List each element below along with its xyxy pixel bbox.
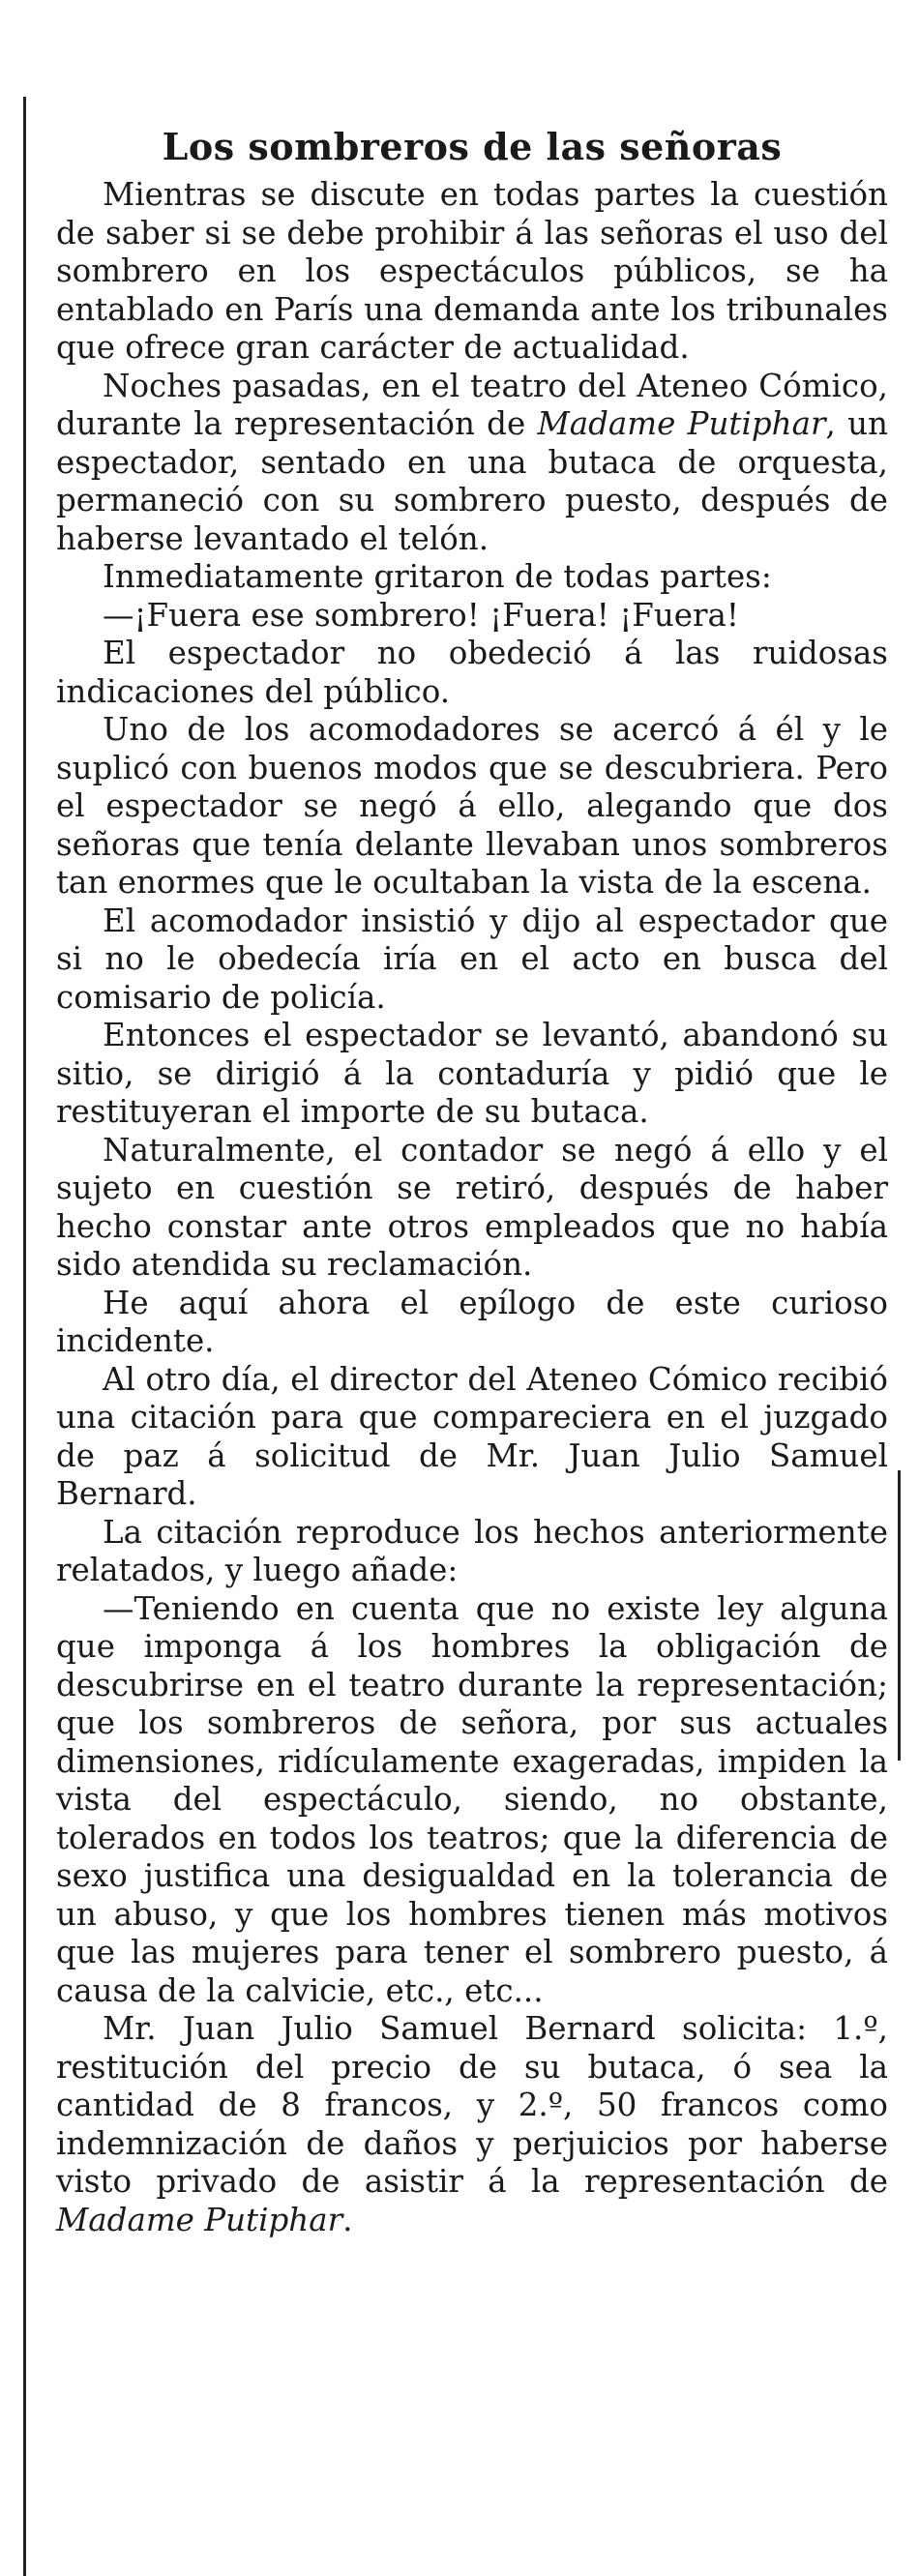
article-paragraph: La citación reproduce los hechos anteriormente relatados, y luego añade: (56, 1513, 888, 1588)
article-paragraph: Mr. Juan Julio Samuel Bernard solicita: 1.º, restitución del precio de su butaca, ó sea la cantidad de 8 francos, y 2.º, 50 francos como indemnización de daños y perjuicios por haberse visto privado de asistir á la representación de Madame Putiphar. (56, 2010, 888, 2238)
play-title: Madame Putiphar (56, 2201, 343, 2238)
article-paragraph: Al otro día, el director del Ateneo Cómico recibió una citación para que compareciera en el juzgado de paz á solicitud de Mr. Juan Julio Samuel Bernard. (56, 1360, 888, 1512)
article-paragraph: Mientras se discute en todas partes la cuestión de saber si se debe prohibir á las señoras el uso del sombrero en los espectáculos públicos, se ha entablado en París una demanda ante los tribunales que ofrece gran carácter de actualidad. (56, 176, 888, 366)
column-rule-right (898, 1470, 901, 1761)
article-paragraph: El acomodador insistió y dijo al espectador que si no le obedecía iría en el acto en busca del comisario de policía. (56, 902, 888, 1016)
article-title: Los sombreros de las señoras (162, 125, 783, 168)
article-paragraph: He aquí ahora el epílogo de este curioso incidente. (56, 1284, 888, 1359)
article-paragraph: Naturalmente, el contador se negó á ello y el sujeto en cuestión se retiró, después de haber hecho constar ante otros empleados que no había sido atendida su reclamación. (56, 1131, 888, 1283)
article-paragraph: Uno de los acomodadores se acercó á él y le suplicó con buenos modos que se descubriera. Pero el espectador se negó á ello, alegando que dos señoras que tenía delante llevaban unos sombreros tan enormes que le ocultaban la vista de la escena. (56, 711, 888, 901)
article-paragraph: El espectador no obedeció á las ruidosas indicaciones del público. (56, 635, 888, 710)
article-paragraph: —Teniendo en cuenta que no existe ley alguna que imponga á los hombres la obligación de descubrirse en el teatro durante la representación; que los sombreros de señora, por sus actuales dimensiones, ridículamente exageradas, impiden la vista del espectáculo, siendo, no obstante, tolerados en todos los teatros; que la diferencia de sexo justifica una desigualdad en la tolerancia de un abuso, y que los hombres tienen más motivos que las mujeres para tener el sombrero puesto, á causa de la calvicie, etc., etc... (56, 1589, 888, 2009)
column-rule-left (23, 97, 26, 2576)
article-paragraph: Entonces el espectador se levantó, abandonó su sitio, se dirigió á la contaduría y pidió que le restituyeran el importe de su butaca. (56, 1017, 888, 1130)
article-column (56, 124, 888, 2239)
article-paragraph: —¡Fuera ese sombrero! ¡Fuera! ¡Fuera! (103, 596, 739, 634)
article-body (56, 176, 888, 2239)
article-paragraph: Inmediatamente gritaron de todas partes: (103, 558, 772, 595)
play-title: Madame Putiphar (537, 405, 826, 442)
article-paragraph: Noches pasadas, en el teatro del Ateneo Cómico, durante la representación de Madame Putiphar, un espectador, sentado en una butaca de orquesta, permaneció con su sombrero puesto, después de haberse levantado el telón. (56, 367, 888, 557)
